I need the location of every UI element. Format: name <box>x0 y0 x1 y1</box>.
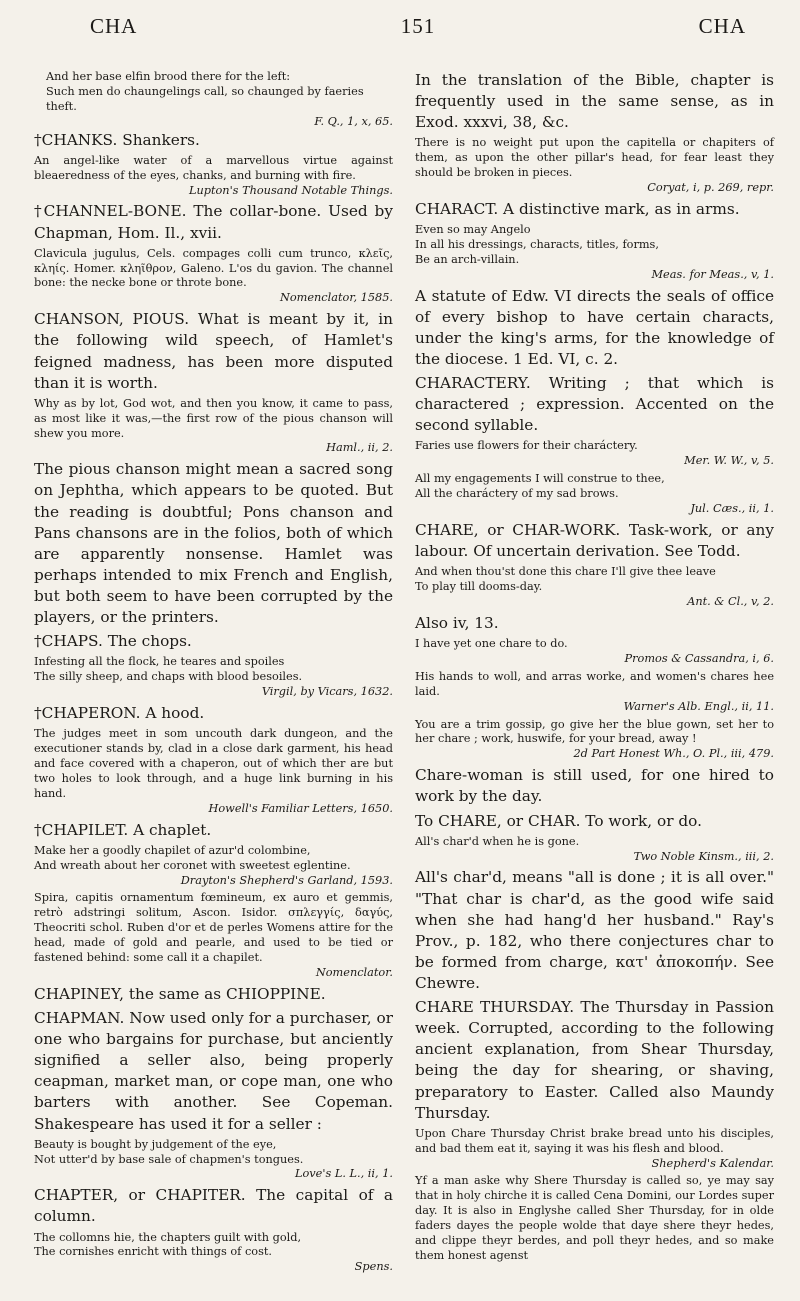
citation-block <box>415 718 774 763</box>
entry-text: CHAPINEY, the same as CHIOPPINE. <box>34 984 326 1003</box>
citation-block <box>415 136 774 196</box>
quote-text: Upon Chare Thursday Christ brake bread unto his disciples, and bad them eat it, saying it was his flesh and blood. <box>415 1126 774 1155</box>
entry-text: CHANSON, PIOUS. What is meant by it, in the following wild speech, of Hamlet's feigned madness, has been more disputed than it is worth. <box>34 310 393 392</box>
citation: Jul. Cæs., ii, 1. <box>690 502 774 516</box>
entry-text: †CHANKS. Shankers. <box>34 130 200 149</box>
quote-text: Infesting all the flock, he teares and spoiles The silly sheep, and chaps with blood besoiles. <box>34 655 303 684</box>
quote-text: Yf a man aske why Shere Thursday is called so, ye may say that in holy chirche it is called Cena Domini, our Lordes super day. It is also in Englyshe called Sher Thursday, for in olde faders dayes the people wolde that daye shere theyr hedes, and clippe theyr berdes, and poll theyr hedes, and so make them honest agenst <box>415 1174 774 1262</box>
citation: Warner's Alb. Engl., ii, 11. <box>623 699 774 713</box>
entry-text: †CHANNEL-BONE. The collar-bone. Used by Chapman, Hom. Il., xvii. <box>34 202 393 242</box>
entry-text: †CHAPS. The chops. <box>34 632 192 651</box>
citation-block <box>415 439 774 469</box>
citation-block <box>415 670 774 715</box>
citation-block <box>34 247 393 307</box>
quote-text: Faries use flowers for their charáctery. <box>415 439 638 453</box>
citation-block <box>34 1231 393 1276</box>
citation: Haml., ii, 2. <box>326 441 393 455</box>
citation: Ant. & Cl., v, 2. <box>687 595 774 609</box>
citation: Virgil, by Vicars, 1632. <box>261 685 393 699</box>
citation: Mer. W. W., v, 5. <box>684 454 774 468</box>
entry-text: CHAPTER, or CHAPITER. The capital of a column. <box>34 1186 393 1226</box>
citation-block <box>415 565 774 610</box>
entry-text: A statute of Edw. VI directs the seals of office of every bishop to have certain characts, under the king's arms, for the knowledge of the diocese. 1 Ed. VI, c. 2. <box>415 286 774 369</box>
left-column <box>34 70 393 1278</box>
entry-text: CHARE THURSDAY. The Thursday in Passion week. Corrupted, according to the following ancient explanation, from Shear Thursday, being the day for shearing, or shaving, preparatory to Easter. Called also Maundy Thursday. <box>415 998 774 1122</box>
quote-text: You are a trim gossip, go give her the blue gown, set her to her chare ; work, huswife, for your bread, away ! <box>415 717 774 746</box>
entry-text: Chare-woman is still used, for one hired to work by the day. <box>415 766 774 806</box>
entry-text: All's char'd, means "all is done ; it is all over." "That char is char'd, as the good wife said when she had hang'd her husband." Ray's Prov., p. 182, who there conjectures char to be formed from charge, κατ' ἀποκοπήν. See Chewre. <box>415 868 774 992</box>
citation-block <box>34 397 393 457</box>
citation-block <box>34 727 393 816</box>
quote-text: Beauty is bought by judgement of the eye, Not utter'd by base sale of chapmen's tongues. <box>34 1137 304 1166</box>
citation: Nomenclator. <box>315 965 393 979</box>
running-head-right: CHA <box>698 14 746 38</box>
citation: Shepherd's Kalendar. <box>651 1156 774 1170</box>
citation-block <box>415 472 774 517</box>
citation: Promos & Cassandra, i, 6. <box>624 651 774 665</box>
citation: Drayton's Shepherd's Garland, 1593. <box>180 873 393 887</box>
citation-block <box>34 844 393 889</box>
quote-text: And when thou'st done this chare I'll give thee leave To play till dooms-day. <box>415 565 716 594</box>
citation-block <box>415 1174 774 1263</box>
entry-text: †CHAPILET. A chaplet. <box>34 820 212 839</box>
quote-text: I have yet one chare to do. <box>415 637 568 651</box>
quote-text: And her base elfin brood there for the left: Such men do chaungelings call, so chaunged by faeries theft. <box>46 70 364 113</box>
running-head-left: CHA <box>90 14 138 38</box>
quote-text: The collomns hie, the chapters guilt with gold, The cornishes enricht with things of cost. <box>34 1230 302 1259</box>
quote-text: Why as by lot, God wot, and then you know, it came to pass, as most like it was,—the first row of the pious chanson will shew you more. <box>34 396 393 440</box>
citation: Love's L. L., ii, 1. <box>294 1167 393 1181</box>
quotation <box>46 70 393 130</box>
quote-text: All my engagements I will construe to thee, All the charáctery of my sad brows. <box>415 472 665 501</box>
entry-text: CHARACTERY. Writing ; that which is charactered ; expression. Accented on the second syllable. <box>415 374 774 435</box>
citation-block <box>34 655 393 700</box>
quote-text: All's char'd when he is gone. <box>415 834 580 848</box>
running-head <box>34 14 774 44</box>
entry-text: The pious chanson might mean a sacred song on Jephtha, which appears to be quoted. But the reading is doubtful; Pons chanson and Pans chansons are in the folios, both of which are apparently nonsense. Hamlet was perhaps intended to mix French and English, but both seem to have been corrupted by the players, or the printers. <box>34 460 393 627</box>
entry-text: In the translation of the Bible, chapter is frequently used in the same sense, as in Exod. xxxvi, 38, &c. <box>415 71 774 132</box>
citation: F. Q., 1, x, 65. <box>314 114 393 128</box>
quote-text: Make her a goodly chapilet of azur'd colombine, And wreath about her coronet with sweetest eglentine. <box>34 843 351 872</box>
quote-text: Spira, capitis ornamentum fœmineum, ex auro et gemmis, retrò adstringi solitum, Ascon. Isidor. σπλεγγίς, δαγύς, Theocriti schol. Ruben d'or et de perles Womens attire for the head, made of gold and pearle, and used to be tied or fastened behind: some call it a chapilet. <box>34 891 393 965</box>
quote-text: His hands to woll, and arras worke, and women's chares hee laid. <box>415 669 774 698</box>
quote-text: An angel-like water of a marvellous virtue against bleaeredness of the eyes, chanks, and burning with fire. <box>34 153 393 182</box>
citation: Two Noble Kinsm., iii, 2. <box>633 849 774 863</box>
citation: Coryat, i, p. 269, repr. <box>647 181 774 195</box>
quote-text: Even so may Angelo In all his dressings, characts, titles, forms, Be an arch-villain. <box>415 223 659 266</box>
citation: Lupton's Thousand Notable Things. <box>188 183 393 197</box>
quote-text: There is no weight put upon the capitella or chapiters of them, as upon the other pillar's head, for fear least they should be broken in pieces. <box>415 136 774 180</box>
citation: Spens. <box>354 1260 393 1274</box>
entry-text: To CHARE, or CHAR. To work, or do. <box>415 811 702 830</box>
entry-text: CHAPMAN. Now used only for a purchaser, or one who bargains for purchase, but anciently signified a seller also, being properly ceapman, market man, or cope man, one who barters with another. See Copeman. Shakespeare has used it for a seller : <box>34 1008 393 1133</box>
right-column <box>415 70 774 1278</box>
citation: Meas. for Meas., v, 1. <box>651 267 774 281</box>
citation: Nomenclator, 1585. <box>279 291 393 305</box>
citation: Howell's Familiar Letters, 1650. <box>208 801 393 815</box>
quote-text: The judges meet in som uncouth dark dungeon, and the executioner stands by, clad in a close dark garment, his head and face covered with a chaperon, out of which ther are but two holes to look through, and a huge link burning in his hand. <box>34 727 393 800</box>
citation-block <box>415 637 774 667</box>
citation: 2d Part Honest Wh., O. Pl., iii, 479. <box>573 747 774 761</box>
entry-text: †CHAPERON. A hood. <box>34 704 205 723</box>
citation-block <box>415 223 774 283</box>
citation-block <box>415 835 774 865</box>
entry-text: CHARACT. A distinctive mark, as in arms. <box>415 199 740 218</box>
quote-text: Clavicula jugulus, Cels. compages colli cum trunco, κλεῖς, κληίς. Homer. κληῖθρον, Galeno. L'os du gavion. The channel bone: the necke bone or throte bone. <box>34 246 393 290</box>
citation-block <box>34 891 393 980</box>
citation-block <box>34 1138 393 1183</box>
entry-text: Also iv, 13. <box>415 613 499 632</box>
citation-block <box>34 154 393 199</box>
entry-text: CHARE, or CHAR-WORK. Task-work, or any labour. Of uncertain derivation. See Todd. <box>415 520 774 561</box>
page-number: 151 <box>400 14 436 38</box>
citation-block <box>415 1127 774 1172</box>
